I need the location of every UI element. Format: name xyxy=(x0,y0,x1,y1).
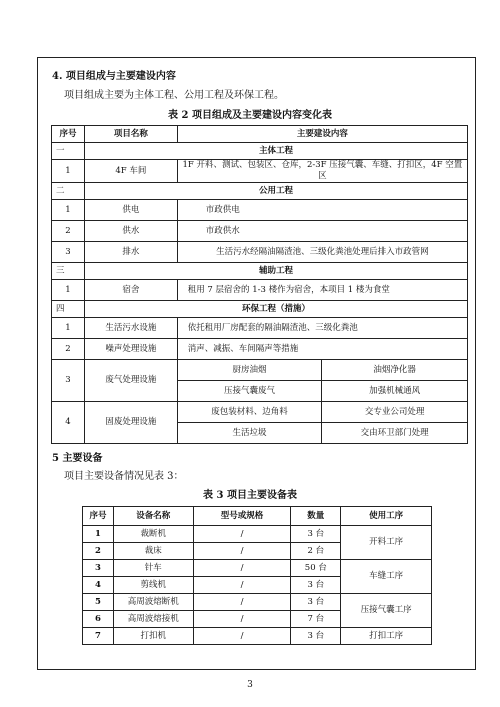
row-device: 打扣机 xyxy=(113,628,193,645)
row-measure: 交专业公司处理 xyxy=(322,402,468,423)
section-num: 四 xyxy=(52,301,85,318)
header-process: 使用工序 xyxy=(341,507,432,526)
row-device: 剪线机 xyxy=(113,577,193,594)
table-row xyxy=(52,402,468,423)
row-num: 5 xyxy=(83,594,114,611)
section-num: 二 xyxy=(52,183,85,200)
section-row xyxy=(52,183,468,200)
section-title: 公用工程 xyxy=(84,183,467,200)
section-title: 环保工程（措施） xyxy=(84,301,467,318)
table-row xyxy=(52,339,468,360)
row-qty: 3 台 xyxy=(291,526,341,543)
row-device: 裁断机 xyxy=(113,526,193,543)
row-spec: / xyxy=(193,594,291,611)
row-num: 7 xyxy=(83,628,114,645)
section-num: 三 xyxy=(52,263,85,280)
row-process: 开料工序 xyxy=(341,526,432,560)
row-spec: / xyxy=(193,628,291,645)
row-content: 市政供电 xyxy=(177,200,467,221)
row-name: 宿舍 xyxy=(84,280,177,301)
row-num: 2 xyxy=(52,339,85,360)
row-item: 生活垃圾 xyxy=(177,423,322,444)
row-device: 裁床 xyxy=(113,543,193,560)
header-spec: 型号或规格 xyxy=(193,507,291,526)
row-num: 3 xyxy=(52,242,85,263)
table2 xyxy=(51,125,468,444)
row-item: 压接气囊废气 xyxy=(177,381,322,402)
row-content: 生活污水经隔油隔渣池、三级化粪池处理后排入市政管网 xyxy=(177,242,467,263)
row-content: 依托租用厂房配套的隔油隔渣池、三级化粪池 xyxy=(177,318,467,339)
row-qty: 3 台 xyxy=(291,628,341,645)
row-qty: 50 台 xyxy=(291,560,341,577)
row-num: 4 xyxy=(83,577,114,594)
row-spec: / xyxy=(193,577,291,594)
row-device: 高周波熔接机 xyxy=(113,611,193,628)
header-device: 设备名称 xyxy=(113,507,193,526)
row-spec: / xyxy=(193,526,291,543)
row-spec: / xyxy=(193,560,291,577)
row-qty: 3 台 xyxy=(291,594,341,611)
row-name: 生活污水设施 xyxy=(84,318,177,339)
row-num: 1 xyxy=(52,318,85,339)
row-qty: 2 台 xyxy=(291,543,341,560)
row-measure: 油烟净化器 xyxy=(322,360,468,381)
section-num: 一 xyxy=(52,143,85,160)
section5-heading: 5 主要设备 xyxy=(52,453,103,464)
table2-caption: 表 2 项目组成及主要建设内容变化表 xyxy=(168,110,332,121)
table-row xyxy=(52,280,468,301)
table-row xyxy=(52,318,468,339)
row-measure: 交由环卫部门处理 xyxy=(322,423,468,444)
row-num: 1 xyxy=(52,280,85,301)
section-title: 辅助工程 xyxy=(84,263,467,280)
header-qty: 数量 xyxy=(291,507,341,526)
row-measure: 加强机械通风 xyxy=(322,381,468,402)
header-content: 主要建设内容 xyxy=(177,126,467,143)
row-name: 废气处理设施 xyxy=(84,360,177,402)
row-process: 打扣工序 xyxy=(341,628,432,645)
row-qty: 3 台 xyxy=(291,577,341,594)
row-content: 租用 7 层宿舍的 1-3 楼作为宿舍，本项目 1 楼为食堂 xyxy=(177,280,467,301)
row-num: 6 xyxy=(83,611,114,628)
row-num: 2 xyxy=(52,221,85,242)
section-row xyxy=(52,143,468,160)
table-row xyxy=(83,560,432,577)
table-row xyxy=(52,242,468,263)
table3-caption: 表 3 项目主要设备表 xyxy=(203,490,297,501)
table3 xyxy=(82,506,432,645)
row-spec: / xyxy=(193,611,291,628)
row-name: 固废处理设施 xyxy=(84,402,177,444)
row-num: 1 xyxy=(52,200,85,221)
row-name: 噪声处理设施 xyxy=(84,339,177,360)
table-row xyxy=(52,160,468,183)
section5-intro: 项目主要设备情况见表 3： xyxy=(64,471,184,482)
header-num: 序号 xyxy=(83,507,114,526)
table-row xyxy=(83,628,432,645)
header-name: 项目名称 xyxy=(84,126,177,143)
row-name: 供电 xyxy=(84,200,177,221)
row-num: 4 xyxy=(52,402,85,444)
table3-header-row xyxy=(83,507,432,526)
table2-header-row xyxy=(52,126,468,143)
row-device: 高周波熔断机 xyxy=(113,594,193,611)
section-row xyxy=(52,301,468,318)
section4-heading: 4. 项目组成与主要建设内容 xyxy=(52,71,176,82)
row-spec: / xyxy=(193,543,291,560)
row-name: 供水 xyxy=(84,221,177,242)
table-row xyxy=(83,594,432,611)
section-row xyxy=(52,263,468,280)
row-content: 消声、减振、车间隔声等措施 xyxy=(177,339,467,360)
section4-intro: 项目组成主要为主体工程、公用工程及环保工程。 xyxy=(64,90,284,101)
row-num: 3 xyxy=(83,560,114,577)
table-row xyxy=(83,526,432,543)
row-name: 排水 xyxy=(84,242,177,263)
header-num: 序号 xyxy=(52,126,85,143)
row-device: 针车 xyxy=(113,560,193,577)
row-num: 3 xyxy=(52,360,85,402)
section-title: 主体工程 xyxy=(84,143,467,160)
page-number: 3 xyxy=(247,680,253,690)
row-num: 1 xyxy=(83,526,114,543)
row-content: 市政供水 xyxy=(177,221,467,242)
row-item: 废包装材料、边角料 xyxy=(177,402,322,423)
row-name: 4F 车间 xyxy=(84,160,177,183)
row-process: 压接气囊工序 xyxy=(341,594,432,628)
row-num: 2 xyxy=(83,543,114,560)
table-row xyxy=(52,200,468,221)
row-num: 1 xyxy=(52,160,85,183)
row-item: 厨房油烟 xyxy=(177,360,322,381)
row-qty: 7 台 xyxy=(291,611,341,628)
table-row xyxy=(52,221,468,242)
table-row xyxy=(52,360,468,381)
row-content: 1F 开料、测试、包装区、仓库，2-3F 压接气囊、车缝、打扣区，4F 空置区 xyxy=(177,160,467,183)
row-process: 车缝工序 xyxy=(341,560,432,594)
